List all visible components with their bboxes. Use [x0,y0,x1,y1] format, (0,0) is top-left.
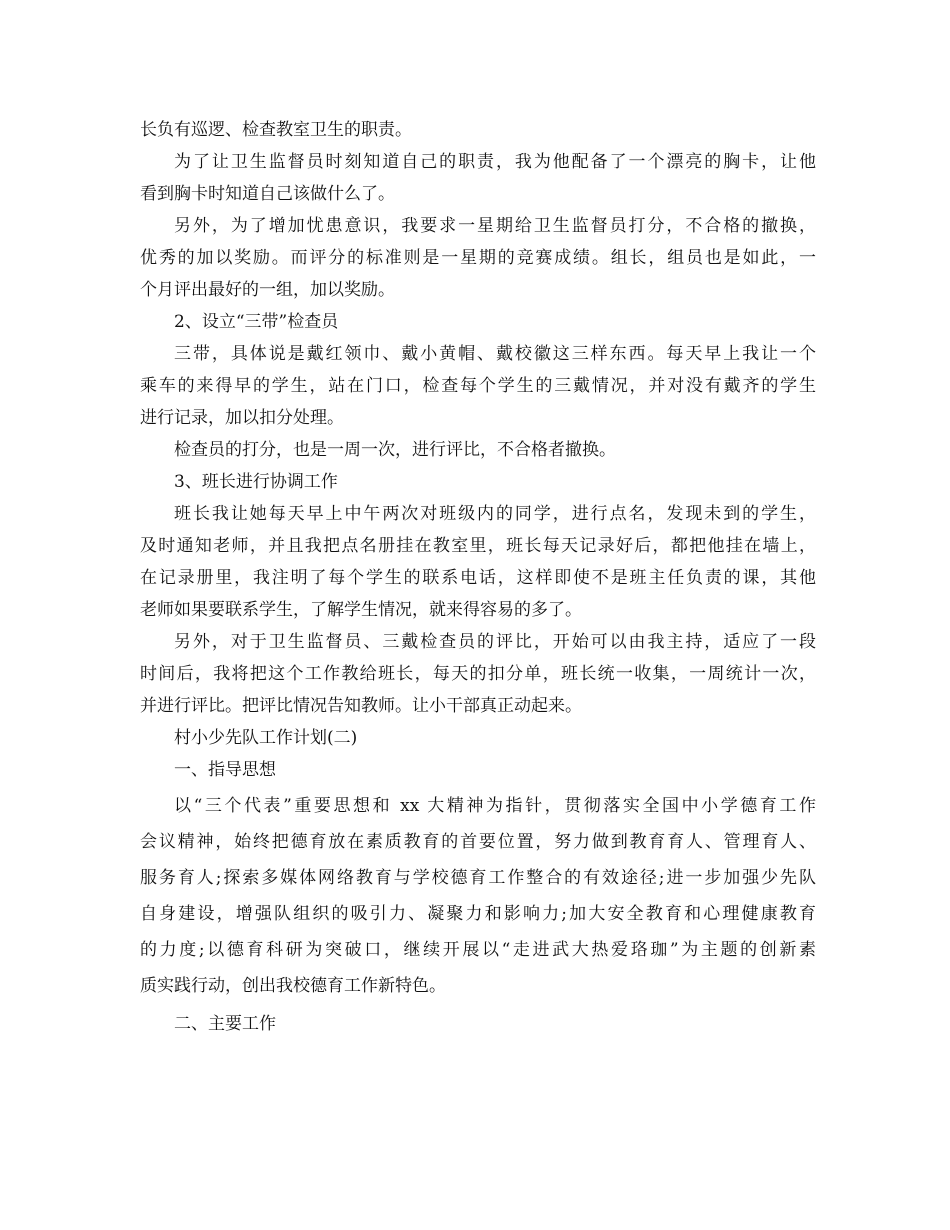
text-line: 服务育人;探索多媒体网络教育与学校德育工作整合的有效途径;进一步加强少先队 [140,868,816,888]
paragraph-line: 三带，具体说是戴红领巾、戴小黄帽、戴校徽这三样东西。每天早上我让一个 [174,344,816,364]
paragraph-line: 班长我让她每天早上中午两次对班级内的同学，进行点名，发现未到的学生， [174,504,816,524]
text-line: 在记录册里，我注明了每个学生的联系电话，这样即使不是班主任负责的课，其他 [140,568,816,588]
text-line: 自身建设，增强队组织的吸引力、凝聚力和影响力;加大安全教育和心理健康教育 [140,904,816,924]
text-line: 质实践行动，创出我校德育工作新特色。 [140,976,446,996]
section-heading: 3、班长进行协调工作 [174,472,338,492]
text-line: 时间后，我将把这个工作教给班长，每天的扣分单，班长统一收集，一周统计一次， [140,664,816,684]
document-body [140,114,816,1040]
paragraph-line: 另外，为了增加忧患意识，我要求一星期给卫生监督员打分，不合格的撤换， [174,216,816,236]
paragraph-line: 另外，对于卫生监督员、三戴检查员的评比，开始可以由我主持，适应了一段 [174,632,816,652]
text-line: 看到胸卡时知道自己该做什么了。 [140,184,395,204]
paragraph-line: 检查员的打分，也是一周一次，进行评比，不合格者撤换。 [174,440,616,460]
text-line: 乘车的来得早的学生，站在门口，检查每个学生的三戴情况，并对没有戴齐的学生 [140,376,816,396]
text-line: 优秀的加以奖励。而评分的标准则是一星期的竞赛成绩。组长，组员也是如此，一 [140,248,816,268]
paragraph-line: 以“三个代表”重要思想和 xx 大精神为指针，贯彻落实全国中小学德育工作 [174,796,816,816]
section-heading: 二、主要工作 [174,1014,276,1034]
text-line: 个月评出最好的一组，加以奖励。 [140,280,395,300]
text-line: 长负有巡逻、检查教室卫生的职责。 [140,120,412,140]
text-line: 及时通知老师，并且我把点名册挂在教室里，班长每天记录好后，都把他挂在墙上， [140,536,816,556]
text-line: 老师如果要联系学生，了解学生情况，就来得容易的多了。 [140,600,582,620]
paragraph-line: 为了让卫生监督员时刻知道自己的职责，我为他配备了一个漂亮的胸卡，让他 [174,152,816,172]
document-subtitle: 村小少先队工作计划(二) [174,728,358,748]
text-line: 会议精神，始终把德育放在素质教育的首要位置，努力做到教育育人、管理育人、 [140,832,816,852]
section-heading: 2、设立“三带”检查员 [174,312,339,332]
text-line: 并进行评比。把评比情况告知教师。让小干部真正动起来。 [140,696,582,716]
text-line: 的力度;以德育科研为突破口，继续开展以“走进武大热爱珞珈”为主题的创新素 [140,940,816,960]
section-heading: 一、指导思想 [174,760,276,780]
text-line: 进行记录，加以扣分处理。 [140,408,344,428]
